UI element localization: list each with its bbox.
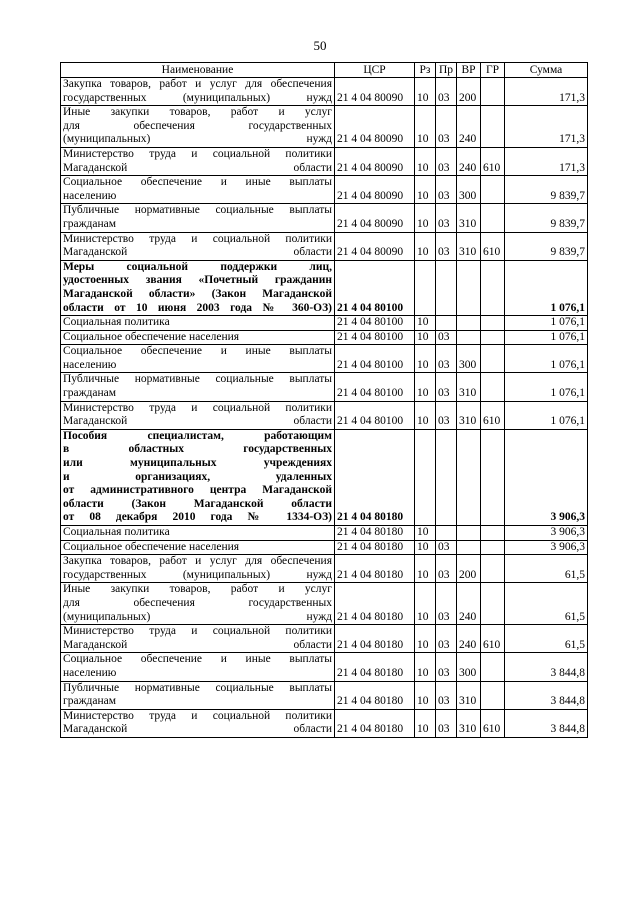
- row-name-line: Меры социальной поддержки лиц,: [63, 260, 332, 273]
- row-name-line: Пособия специалистам, работающим: [63, 429, 332, 442]
- row-name-line: области от 10 июня 2003 года № 360-ОЗ): [63, 301, 332, 314]
- row-vr: 310: [457, 709, 481, 737]
- row-csr: 21 4 04 80090: [335, 78, 415, 106]
- table-row: [61, 401, 588, 429]
- row-sum: 3 844,8: [505, 709, 588, 737]
- row-vr: 310: [457, 232, 481, 260]
- table-row: [61, 653, 588, 681]
- row-sum: 9 839,7: [505, 176, 588, 204]
- row-name-line: Иные закупки товаров, работ и услуг: [63, 106, 332, 119]
- row-gr: [481, 653, 505, 681]
- row-csr: 21 4 04 80100: [335, 373, 415, 401]
- row-name-line: от административного центра Магаданской: [63, 484, 332, 497]
- row-name-line: и организациях, удаленных: [63, 470, 332, 483]
- row-name: [61, 709, 335, 737]
- table-row: [61, 709, 588, 737]
- row-gr: [481, 429, 505, 525]
- row-gr: [481, 583, 505, 625]
- row-rz: 10: [415, 681, 436, 709]
- row-name: [61, 429, 335, 525]
- row-name: [61, 176, 335, 204]
- header-sum: Сумма: [505, 63, 588, 78]
- table-row: [61, 316, 588, 331]
- row-sum: 3 906,3: [505, 540, 588, 555]
- row-name-line: Закупка товаров, работ и услуг для обеспечения: [63, 78, 332, 90]
- row-vr: [457, 540, 481, 555]
- row-name-line: области (Закон Магаданской области: [63, 497, 332, 510]
- row-name: [61, 345, 335, 373]
- row-vr: [457, 260, 481, 315]
- row-pr: [436, 316, 457, 331]
- table-row: [61, 345, 588, 373]
- table-row: [61, 429, 588, 525]
- header-pr: Пр: [436, 63, 457, 78]
- table-row: [61, 583, 588, 625]
- row-vr: [457, 526, 481, 541]
- row-name-line: Министерство труда и социальной политики: [63, 625, 332, 638]
- row-name: [61, 330, 335, 345]
- row-rz: 10: [415, 526, 436, 541]
- row-csr: 21 4 04 80180: [335, 540, 415, 555]
- row-name-line: Социальное обеспечение и иные выплаты: [63, 176, 332, 189]
- row-rz: 10: [415, 555, 436, 583]
- row-pr: 03: [436, 345, 457, 373]
- row-rz: 10: [415, 147, 436, 175]
- row-vr: 240: [457, 106, 481, 148]
- row-sum: 171,3: [505, 147, 588, 175]
- row-pr: [436, 429, 457, 525]
- row-csr: 21 4 04 80180: [335, 526, 415, 541]
- row-sum: 3 906,3: [505, 429, 588, 525]
- row-sum: 9 839,7: [505, 204, 588, 232]
- row-gr: [481, 316, 505, 331]
- row-vr: 200: [457, 78, 481, 106]
- row-rz: 10: [415, 176, 436, 204]
- table-row: [61, 681, 588, 709]
- row-gr: [481, 373, 505, 401]
- row-gr: [481, 526, 505, 541]
- row-csr: 21 4 04 80180: [335, 709, 415, 737]
- row-rz: 10: [415, 653, 436, 681]
- row-sum: 1 076,1: [505, 373, 588, 401]
- row-csr: 21 4 04 80090: [335, 147, 415, 175]
- row-name-line: для обеспечения государственных: [63, 119, 332, 132]
- row-name-line: Публичные нормативные социальные выплаты: [63, 204, 332, 217]
- row-vr: [457, 316, 481, 331]
- row-name-line: Публичные нормативные социальные выплаты: [63, 681, 332, 694]
- row-name-line: населению: [63, 358, 117, 371]
- row-name-line: в областных государственных: [63, 443, 332, 456]
- row-vr: 310: [457, 204, 481, 232]
- row-csr: 21 4 04 80100: [335, 401, 415, 429]
- row-name-line: населению: [63, 666, 117, 679]
- row-csr: 21 4 04 80180: [335, 653, 415, 681]
- row-name: [61, 373, 335, 401]
- row-gr: [481, 204, 505, 232]
- row-name-line: населению: [63, 189, 117, 202]
- row-name: [61, 316, 335, 331]
- row-csr: 21 4 04 80100: [335, 345, 415, 373]
- row-pr: 03: [436, 625, 457, 653]
- row-csr: 21 4 04 80180: [335, 625, 415, 653]
- row-vr: 310: [457, 373, 481, 401]
- row-name: [61, 681, 335, 709]
- row-gr: [481, 106, 505, 148]
- row-rz: 10: [415, 625, 436, 653]
- row-name-line: Социальная политика: [63, 526, 170, 538]
- row-name-line: от 08 декабря 2010 года № 1334-ОЗ): [63, 511, 332, 524]
- row-pr: 03: [436, 147, 457, 175]
- row-name-line: или муниципальных учреждениях: [63, 457, 332, 470]
- row-gr: [481, 78, 505, 106]
- table-row: [61, 540, 588, 555]
- row-name: [61, 78, 335, 106]
- row-pr: 03: [436, 401, 457, 429]
- row-name-line: Магаданской области: [63, 415, 332, 428]
- row-gr: 610: [481, 401, 505, 429]
- row-vr: 240: [457, 625, 481, 653]
- row-rz: 10: [415, 345, 436, 373]
- row-gr: [481, 555, 505, 583]
- row-pr: [436, 526, 457, 541]
- row-name-line: Закупка товаров, работ и услуг для обеспечения: [63, 555, 332, 568]
- row-csr: 21 4 04 80180: [335, 429, 415, 525]
- row-name-line: Министерство труда и социальной политики: [63, 232, 332, 245]
- row-rz: 10: [415, 106, 436, 148]
- header-rz: Рз: [415, 63, 436, 78]
- row-csr: 21 4 04 80100: [335, 316, 415, 331]
- row-rz: [415, 429, 436, 525]
- row-rz: 10: [415, 401, 436, 429]
- row-sum: 3 844,8: [505, 681, 588, 709]
- row-name-line: гражданам: [63, 217, 117, 230]
- row-rz: 10: [415, 330, 436, 345]
- table-row: [61, 260, 588, 315]
- header-vr: ВР: [457, 63, 481, 78]
- row-pr: 03: [436, 330, 457, 345]
- row-pr: 03: [436, 681, 457, 709]
- row-name-line: для обеспечения государственных: [63, 596, 332, 609]
- row-name: [61, 653, 335, 681]
- row-name-line: Социальное обеспечение и иные выплаты: [63, 653, 332, 666]
- row-gr: [481, 681, 505, 709]
- row-name: [61, 583, 335, 625]
- row-vr: 300: [457, 653, 481, 681]
- row-name-line: Министерство труда и социальной политики: [63, 147, 332, 160]
- table-row: [61, 78, 588, 106]
- row-sum: 171,3: [505, 106, 588, 148]
- table-row: [61, 555, 588, 583]
- table-row: [61, 106, 588, 148]
- row-name-line: Министерство труда и социальной политики: [63, 401, 332, 414]
- row-name-line: Магаданской области: [63, 161, 332, 174]
- row-sum: 1 076,1: [505, 345, 588, 373]
- table-row: [61, 625, 588, 653]
- row-name-line: удостоенных звания «Почетный гражданин: [63, 274, 332, 287]
- table-row: [61, 330, 588, 345]
- row-csr: 21 4 04 80180: [335, 555, 415, 583]
- row-csr: 21 4 04 80090: [335, 106, 415, 148]
- row-gr: 610: [481, 147, 505, 175]
- row-name-line: Социальная политика: [63, 316, 170, 329]
- row-gr: [481, 540, 505, 555]
- row-rz: 10: [415, 78, 436, 106]
- row-rz: 10: [415, 583, 436, 625]
- row-pr: 03: [436, 373, 457, 401]
- row-pr: 03: [436, 583, 457, 625]
- row-pr: 03: [436, 204, 457, 232]
- row-sum: 1 076,1: [505, 401, 588, 429]
- row-name-line: Социальное обеспечение и иные выплаты: [63, 345, 332, 358]
- row-sum: 3 844,8: [505, 653, 588, 681]
- row-csr: 21 4 04 80090: [335, 176, 415, 204]
- row-name: [61, 232, 335, 260]
- row-csr: 21 4 04 80100: [335, 330, 415, 345]
- row-name-line: Магаданской области» (Закон Магаданской: [63, 287, 332, 300]
- row-gr: [481, 345, 505, 373]
- row-csr: 21 4 04 80100: [335, 260, 415, 315]
- row-sum: 1 076,1: [505, 260, 588, 315]
- row-name-line: (муниципальных) нужд: [63, 610, 332, 623]
- row-rz: 10: [415, 373, 436, 401]
- row-name-line: государственных (муниципальных) нужд: [63, 568, 332, 581]
- table-body: [61, 78, 588, 738]
- row-pr: 03: [436, 709, 457, 737]
- row-sum: 61,5: [505, 625, 588, 653]
- row-rz: 10: [415, 540, 436, 555]
- row-vr: [457, 330, 481, 345]
- row-csr: 21 4 04 80180: [335, 681, 415, 709]
- row-csr: 21 4 04 80090: [335, 204, 415, 232]
- row-gr: [481, 330, 505, 345]
- row-rz: 10: [415, 709, 436, 737]
- row-name-line: гражданам: [63, 695, 117, 708]
- row-rz: 10: [415, 232, 436, 260]
- row-name-line: Социальное обеспечение населения: [63, 330, 240, 343]
- row-pr: 03: [436, 555, 457, 583]
- row-name-line: (муниципальных) нужд: [63, 133, 332, 146]
- table-row: [61, 373, 588, 401]
- row-name: [61, 106, 335, 148]
- row-vr: [457, 429, 481, 525]
- row-name: [61, 555, 335, 583]
- row-pr: 03: [436, 653, 457, 681]
- row-rz: 10: [415, 316, 436, 331]
- row-vr: 310: [457, 681, 481, 709]
- row-sum: 9 839,7: [505, 232, 588, 260]
- row-vr: 310: [457, 401, 481, 429]
- row-sum: 61,5: [505, 555, 588, 583]
- table-row: [61, 232, 588, 260]
- row-name: [61, 540, 335, 555]
- row-name: [61, 204, 335, 232]
- row-sum: 1 076,1: [505, 316, 588, 331]
- table-row: [61, 176, 588, 204]
- table-row: [61, 526, 588, 541]
- row-gr: 610: [481, 709, 505, 737]
- table-row: [61, 147, 588, 175]
- row-gr: 610: [481, 625, 505, 653]
- page-number: 50: [313, 38, 327, 53]
- budget-table: [60, 62, 588, 738]
- row-name-line: Социальное обеспечение населения: [63, 540, 240, 553]
- table-row: [61, 204, 588, 232]
- row-vr: 240: [457, 147, 481, 175]
- row-name-line: Магаданской области: [63, 246, 332, 259]
- row-name: [61, 401, 335, 429]
- row-name-line: государственных (муниципальных) нужд: [63, 91, 332, 104]
- row-name-line: Магаданской области: [63, 638, 332, 651]
- row-pr: [436, 260, 457, 315]
- row-name-line: гражданам: [63, 387, 117, 400]
- row-pr: 03: [436, 176, 457, 204]
- row-gr: [481, 176, 505, 204]
- row-name: [61, 625, 335, 653]
- row-csr: 21 4 04 80180: [335, 583, 415, 625]
- row-sum: 61,5: [505, 583, 588, 625]
- row-vr: 200: [457, 555, 481, 583]
- row-pr: 03: [436, 106, 457, 148]
- header-gr: ГР: [481, 63, 505, 78]
- row-name-line: Магаданской области: [63, 723, 332, 736]
- row-pr: 03: [436, 232, 457, 260]
- row-name-line: Публичные нормативные социальные выплаты: [63, 373, 332, 386]
- row-rz: [415, 260, 436, 315]
- header-row: [61, 63, 588, 78]
- row-rz: 10: [415, 204, 436, 232]
- header-csr: ЦСР: [335, 63, 415, 78]
- row-pr: 03: [436, 540, 457, 555]
- row-sum: 171,3: [505, 78, 588, 106]
- row-vr: 300: [457, 176, 481, 204]
- header-name: Наименование: [61, 63, 335, 78]
- row-vr: 300: [457, 345, 481, 373]
- row-name: [61, 147, 335, 175]
- row-name-line: Иные закупки товаров, работ и услуг: [63, 583, 332, 596]
- row-pr: 03: [436, 78, 457, 106]
- row-sum: 3 906,3: [505, 526, 588, 541]
- row-name: [61, 526, 335, 541]
- row-name-line: Министерство труда и социальной политики: [63, 709, 332, 722]
- row-gr: [481, 260, 505, 315]
- row-vr: 240: [457, 583, 481, 625]
- row-gr: 610: [481, 232, 505, 260]
- row-sum: 1 076,1: [505, 330, 588, 345]
- row-name: [61, 260, 335, 315]
- row-csr: 21 4 04 80090: [335, 232, 415, 260]
